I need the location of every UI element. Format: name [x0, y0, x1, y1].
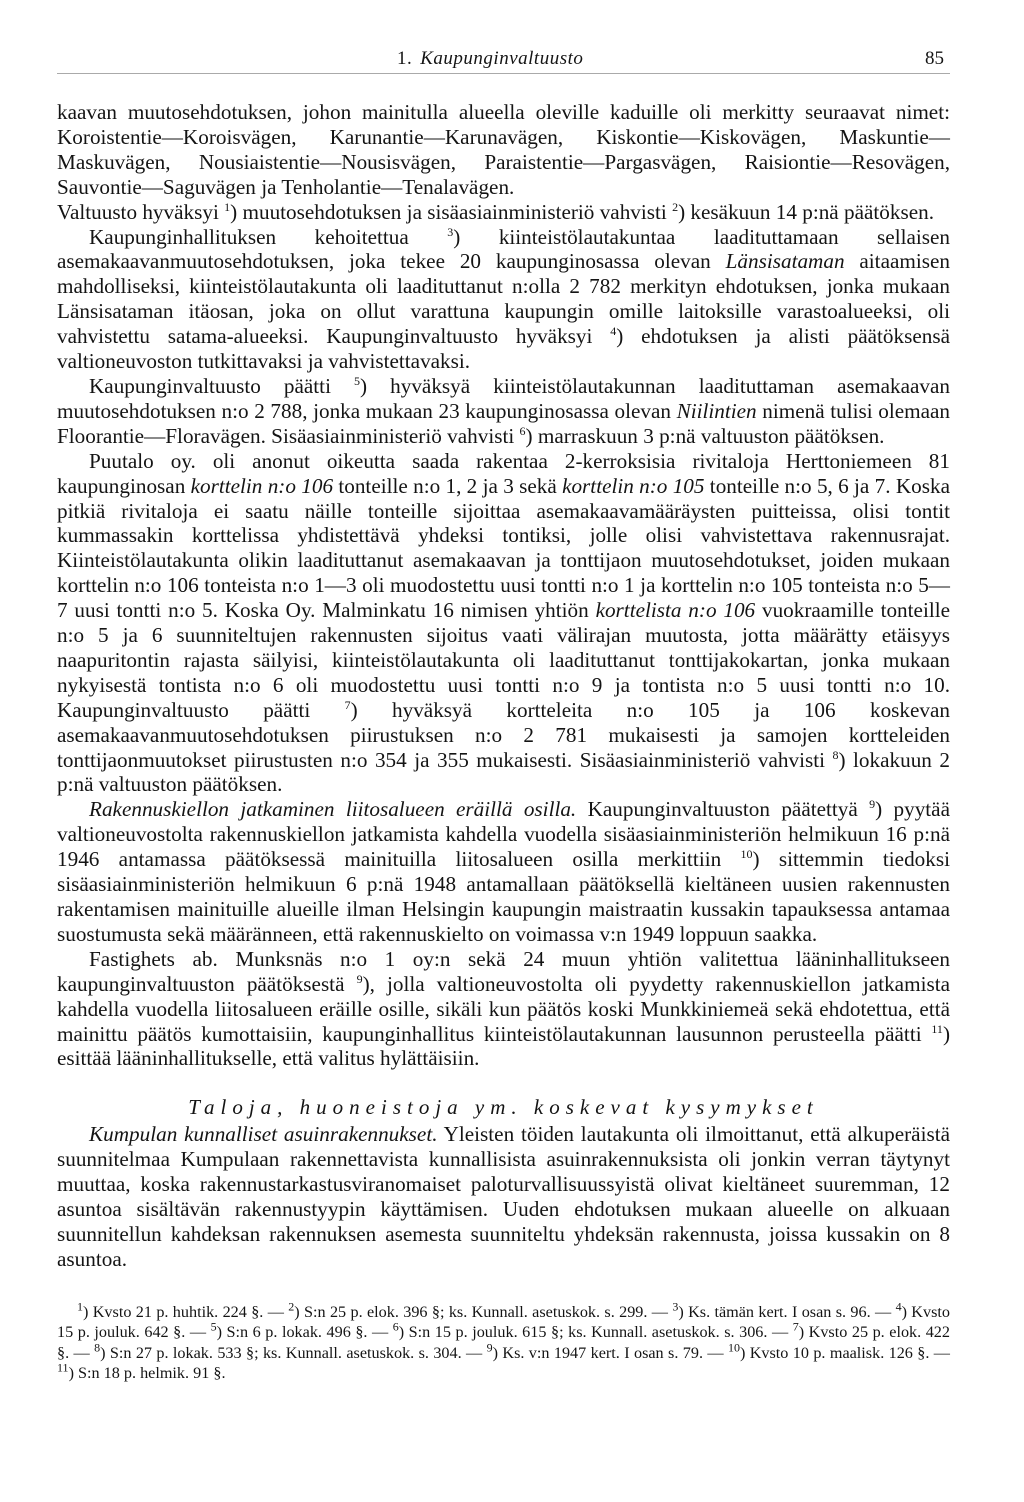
italic-term: korttelin n:o 106	[190, 473, 334, 498]
section-heading: Taloja, huoneistoja ym. koskevat kysymykset	[188, 1095, 819, 1120]
footnote-number: 5	[210, 1319, 217, 1334]
paragraph-text: ) hyväksyä kortteleita n:o 105 ja 106 koskevan asemakaavanmuutosehdotuksen piirustuksen n:o 2 781 mukaisesti ja samojen kortteleiden tonttijaonmuutokset piirustusten n:o 354 ja 355 mukaisesti. Sisäasiainministeriö vahvisti	[57, 697, 950, 772]
paragraph-munksnas	[57, 947, 950, 1072]
footnote-ref: 7	[344, 697, 351, 712]
italic-term: korttelin n:o 105	[562, 473, 705, 498]
footnote-number: 2	[288, 1299, 295, 1314]
document-page	[57, 0, 950, 1384]
paragraph-text: ) ehdotuksen ja alisti päätöksensä valtioneuvoston tutkittavaksi ja vahvistettavaksi.	[57, 324, 950, 374]
paragraph-text: ) pyytää valtioneuvostolta rakennuskiellon jatkamista kahdella vuodella sisäasiainministeriön helmikuun 16 p:nä 1946 antamassa päätöksessä mainituilla liitosalueen osilla merkittiin	[57, 797, 950, 872]
paragraph-approval	[57, 200, 950, 225]
footnote-text: ) Kvsto 15 p. jouluk. 642 §. —	[57, 1302, 950, 1342]
chapter-title	[397, 48, 583, 70]
paragraph-rakennuskielto	[57, 797, 950, 946]
footnote-ref: 1	[224, 199, 231, 214]
footnote-number: 8	[94, 1340, 101, 1355]
paragraph-text: Kaupunginvaltuusto päätti	[89, 373, 355, 398]
italic-term: Länsisataman	[725, 249, 845, 274]
paragraph-text: ), jolla valtioneuvostolta oli pyydetty rakennuskiellon jatkamista kahdella vuodella liitosalueen eräille osille, sikäli kun päätös koski Munkkiniemeä sekä ehdotettua, että mainittu päätös kumottaisiin, kaupunginhallitus kiinteistölautakunnan lausunnon perusteella päätti	[57, 971, 950, 1046]
footnote-text: ) Kvsto 21 p. huhtik. 224 §. —	[83, 1302, 289, 1321]
paragraph-text: ) lokakuun 2 p:nä valtuuston päätöksen.	[57, 747, 950, 797]
footnote-ref: 8	[832, 747, 839, 762]
paragraph-text: Yleisten töiden lautakunta oli ilmoittanut, että alkuperäistä suunnitelmaa Kumpulaan rakennettavista kunnallisista asuinrakennuksista oli jonkin verran täytynyt muuttaa, koska rakennustarkastusviranomaiset paloturvallisuussyistä olivat kieltäneet suuremman, 12 asuntoa sisältävän rakennustyypin käyttämisen. Uuden ehdotuksen mukaan alueelle on alkuaan suunnitellun kahdeksan rakennuksen asemesta suunniteltu yhdeksän rakennusta, joissa kussakin on 8 asuntoa.	[57, 1122, 950, 1271]
footnote-text: ) Kvsto 25 p. elok. 422 §. —	[57, 1323, 950, 1362]
paragraph-text: Valtuusto hyväksyi	[57, 199, 225, 224]
footnote-ref: 10	[740, 847, 753, 862]
paragraph-text: vuokraamille tonteille n:o 5 ja 6 suunniteltujen rakennusten sijoitus vaati välirajan muutosta, jotta määrätty etäisyys naapuritontin rajasta säilyisi, kiinteistölautakunta oli laadituttanut tonttijakokartan, jonka mukaan nykyisestä tontista n:o 6 oli muodostettu uusi tontti n:o 9 ja tontista n:o 5 uusi tontti n:o 10. Kaupunginvaltuusto päätti	[57, 598, 951, 722]
paragraph-text: ) sittemmin tiedoksi sisäasiainministeriön helmikuun 6 p:nä 1948 antamallaan päätöksellä kieltäneen uusien rakennusten rakentamisen mainituille alueille ilman Helsingin kaupungin maistraatin kussakin tapauksessa antamaa suostumusta sekä määränneen, että rakennuskielto on voimassa v:n 1949 loppuun saakka.	[57, 847, 950, 946]
italic-heading: Kumpulan kunnalliset asuinrakennukset.	[89, 1122, 438, 1147]
italic-term: korttelista n:o 106	[595, 598, 756, 623]
footnote-text: ) S:n 15 p. jouluk. 615 §; ks. Kunnall. asetuskok. s. 306. —	[398, 1323, 793, 1342]
footnote-number: 1	[77, 1299, 83, 1314]
paragraph-lansisatama	[57, 225, 950, 374]
footnote-text: ) Ks. tämän kert. I osan s. 96. —	[678, 1302, 896, 1321]
paragraph-text: ) muutosehdotuksen ja sisäasiainministeriö vahvisti	[230, 199, 673, 224]
paragraph-text: ) esittää lääninhallitukselle, että valitus hylättäisiin.	[57, 1021, 950, 1071]
paragraph-text: Kaupunginvaltuuston päätettyä	[576, 797, 870, 822]
chapter-number: 1.	[397, 48, 413, 69]
footnote-number: 3	[672, 1299, 679, 1314]
italic-term: Niilintien	[676, 398, 757, 423]
paragraph-text: ) marraskuun 3 p:nä valtuuston päätöksen.	[525, 423, 885, 448]
footnote-number: 7	[792, 1319, 799, 1334]
footnote-text: ) Kvsto 10 p. maalisk. 126 §. —	[739, 1343, 950, 1362]
paragraph-street-names	[57, 100, 950, 200]
footnote-number: 10	[727, 1340, 740, 1355]
footnote-ref: 3	[447, 224, 454, 239]
body-text	[57, 100, 950, 1272]
footnote-text: ) S:n 6 p. lokak. 496 §. —	[216, 1323, 393, 1342]
footnote-number: 4	[895, 1299, 902, 1314]
paragraph-text: ) kiinteistölautakuntaa laadituttamaan sellaisen asemakaavanmuutosehdotuksen, joka tekee 20 kaupunginosassa olevan	[57, 224, 950, 274]
footnote-text: ) S:n 18 p. helmik. 91 §.	[68, 1364, 226, 1383]
paragraph-text: Fastighets ab. Munksnäs n:o 1 oy:n sekä 24 muun yhtiön valitettua lääninhallitukseen kaupunginvaltuuston päätöksestä	[57, 946, 950, 996]
paragraph-text: tonteille n:o 5, 6 ja 7. Koska pitkiä rivitaloja ei saatu näille tonteille sijoittaa asemakaavamääräysten puitteissa, olisi tontit kummassakin korttelissa yhdistettävä yhdeksi tontiksi, jolle olisi vahvistettava rakennusrajat. Kiinteistölautakunta olikin laadituttanut asemakaavan ja tonttijaon muutosehdotukset, joiden mukaan korttelin n:o 106 tonteista n:o 1—3 oli muodostettu uusi tontti n:o 1 ja korttelin n:o 105 tonteista n:o 5—7 uusi tontti n:o 5. Koska Oy. Malminkatu 16 nimisen yhtiön	[57, 473, 950, 623]
paragraph-text: kaavan muutosehdotuksen, johon mainitulla alueella oleville kaduille oli merkitty seuraavat nimet: Koroistentie—Koroisvägen, Karunantie—Karunavägen, Kiskontie—Kiskovägen, Maskuntie—Maskuvägen, Nousiaistentie—Nousisvägen, Paraistentie—Pargasvägen, Raisiontie—Resovägen, Sauvontie—Saguvägen ja Tenholantie—Tenalavägen.	[57, 100, 950, 199]
paragraph-text: Puutalo oy. oli anonut oikeutta saada rakentaa 2-kerroksisia rivitaloja Herttoniemeen 81 kaupunginosan	[57, 448, 950, 498]
footnote-number: 9	[486, 1340, 493, 1355]
paragraph-puutalo	[57, 449, 950, 798]
footnote-text: ) S:n 27 p. lokak. 533 §; ks. Kunnall. asetuskok. s. 304. —	[100, 1343, 487, 1362]
paragraph-text: nimenä tulisi olemaan Floorantie—Floravägen. Sisäasiainministeriö vahvisti	[57, 398, 951, 448]
paragraph-niilintie	[57, 374, 950, 449]
paragraph-kumpula	[57, 1122, 950, 1271]
footnotes	[57, 1299, 950, 1384]
footnote-ref: 6	[519, 423, 526, 438]
italic-heading: Rakennuskiellon jatkaminen liitosalueen eräillä osilla.	[89, 797, 577, 822]
header-rule	[57, 73, 950, 74]
footnote-block	[57, 1299, 950, 1384]
paragraph-text: ) kesäkuun 14 p:nä päätöksen.	[678, 199, 935, 224]
paragraph-text: ) hyväksyä kiinteistölautakunnan laadituttaman asemakaavan muutosehdotuksen n:o 2 788, jonka mukaan 23 kaupunginosassa olevan	[57, 373, 951, 423]
running-header	[57, 0, 950, 74]
footnote-ref: 9	[356, 971, 363, 986]
chapter-title-text: Kaupunginvaltuusto	[420, 48, 584, 69]
footnote-text: ) Ks. v:n 1947 kert. I osan s. 79. —	[492, 1343, 728, 1362]
footnote-number: 11	[57, 1361, 69, 1376]
footnote-ref: 11	[931, 1021, 943, 1036]
footnote-ref: 2	[672, 199, 679, 214]
footnote-ref: 4	[610, 324, 617, 339]
footnote-ref: 9	[869, 797, 876, 812]
footnote-text: ) S:n 25 p. elok. 396 §; ks. Kunnall. asetuskok. s. 299. —	[294, 1302, 673, 1321]
paragraph-text: tonteille n:o 1, 2 ja 3 sekä	[333, 473, 563, 498]
paragraph-text: Kaupunginhallituksen kehoitettua	[89, 224, 448, 249]
footnote-number: 6	[392, 1319, 399, 1334]
footnote-ref: 5	[354, 373, 361, 388]
paragraph-text: aitaamisen mahdolliseksi, kiinteistölautakunta oli laadituttanut n:olla 2 782 merkityn ehdotuksen, jonka mukaan Länsisataman itäosan, joka on ollut varattuna kaupungin omille laitoksille varastoalueeksi, oli vahvistettu satama-alueeksi. Kaupunginvaltuusto hyväksyi	[57, 249, 950, 349]
page-number: 85	[925, 48, 944, 69]
